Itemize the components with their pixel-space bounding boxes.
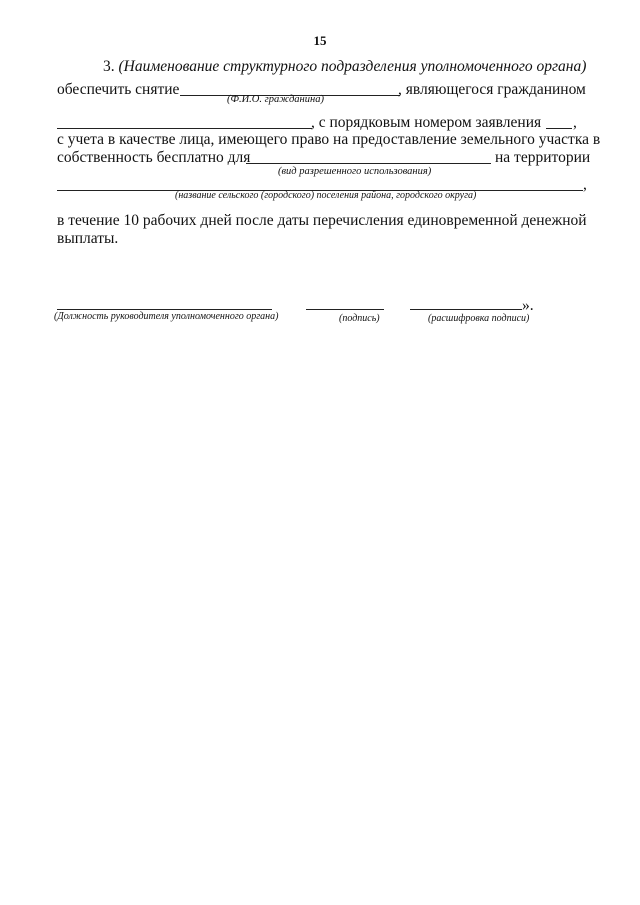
settlement-caption: (название сельского (городского) поселения района, городского округа) [175, 190, 477, 201]
decoding-caption: (расшифровка подписи) [428, 313, 530, 324]
with-number-text: , с порядковым номером заявления [311, 114, 542, 131]
use-type-blank-line [246, 163, 491, 164]
being-citizen-text: , являющегося гражданином [398, 81, 586, 98]
provide-removal-text: обеспечить снятие [57, 81, 180, 98]
decoding-blank-line [410, 309, 522, 310]
number-suffix: , [573, 114, 577, 131]
position-caption: (Должность руководителя уполномоченного органа) [54, 311, 279, 322]
use-type-caption: (вид разрешенного использования) [278, 166, 432, 177]
signature-blank-line [306, 309, 384, 310]
in-territory-text: на территории [495, 149, 591, 166]
page-number: 15 [313, 33, 327, 48]
ownership-free-text: собственность бесплатно для [57, 149, 251, 166]
signature-caption: (подпись) [339, 313, 380, 324]
paragraph-number: 3. [103, 58, 115, 75]
fio-caption: (Ф.И.О. гражданина) [227, 94, 324, 105]
final-paragraph: в течение 10 рабочих дней после даты перечисления единовременной денежной выплаты. [57, 212, 587, 247]
application-number-blank-line [546, 128, 572, 129]
position-blank-line [57, 309, 272, 310]
citizenship-blank-line [57, 128, 312, 129]
paragraph-line-1 [103, 58, 586, 76]
line-5-end: , [583, 176, 587, 193]
organization-name-placeholder: (Наименование структурного подразделения уполномоченного органа) [118, 58, 587, 75]
closing-quote: ». [522, 297, 534, 314]
registration-text: с учета в качестве лица, имеющего право на предоставление земельного участка в [57, 131, 601, 148]
